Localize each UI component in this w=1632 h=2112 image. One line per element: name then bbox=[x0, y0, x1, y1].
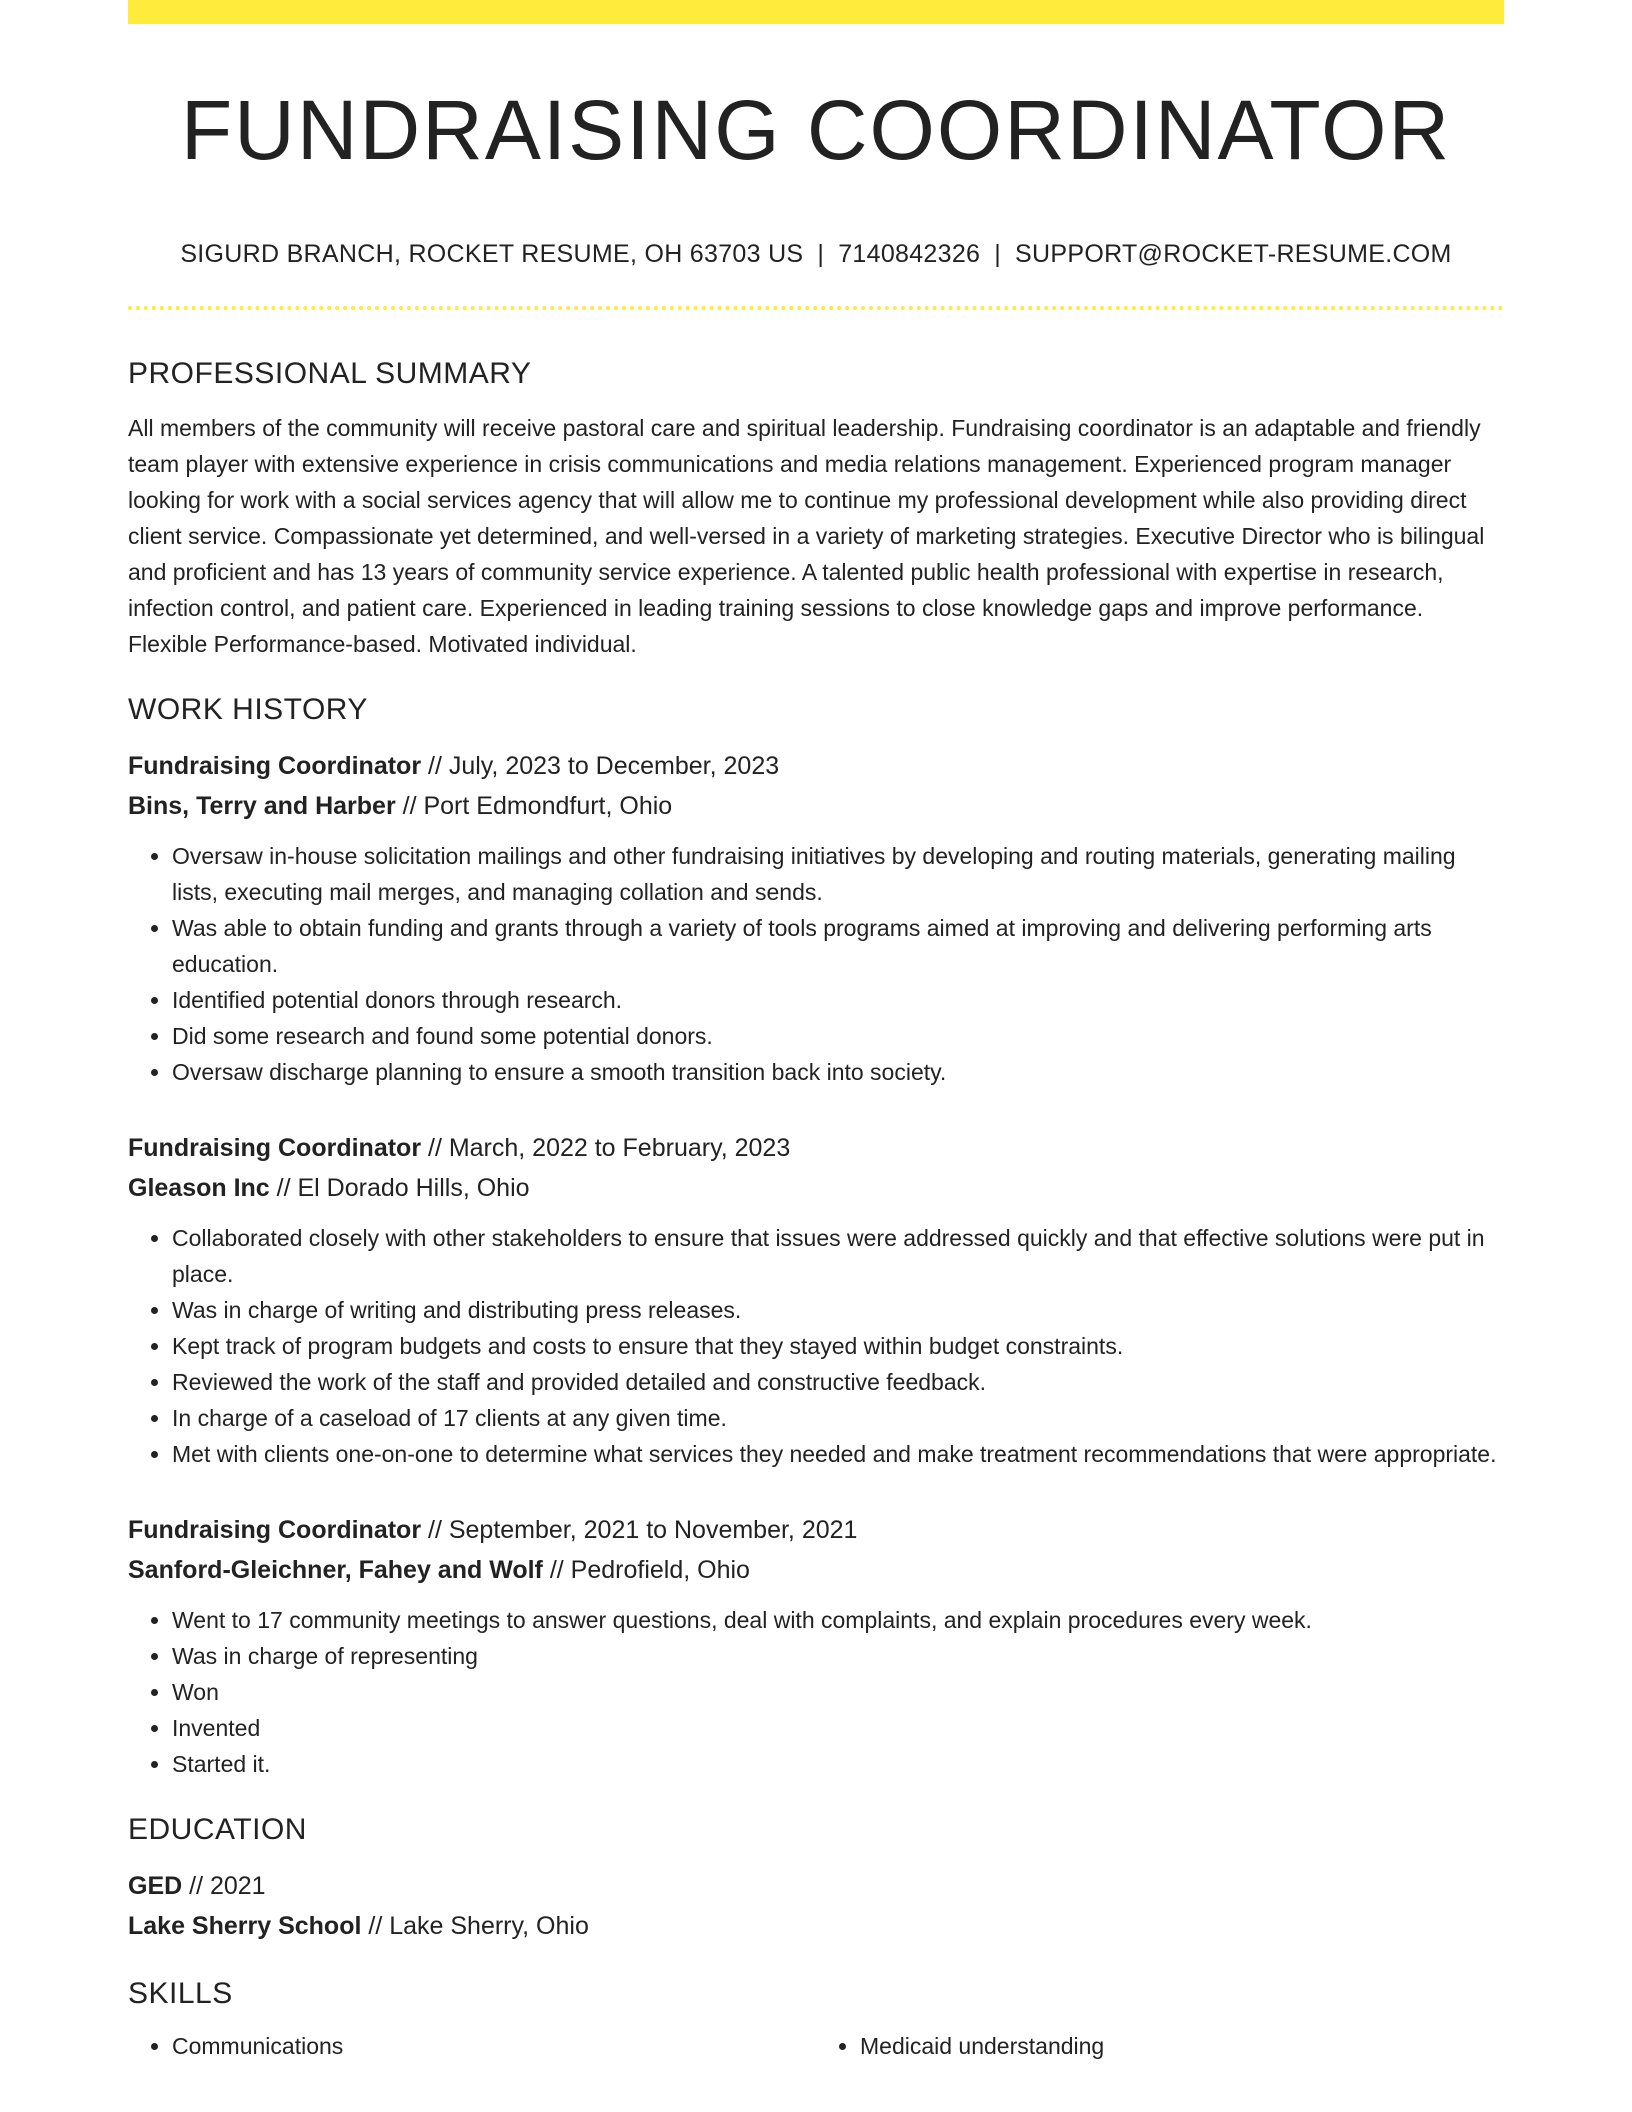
job-role: Fundraising Coordinator bbox=[128, 752, 422, 780]
list-item: • Was in charge of representing bbox=[172, 1638, 1504, 1674]
dotted-divider bbox=[128, 306, 1504, 310]
list-item: • In charge of a caseload of 17 clients at any given time. bbox=[172, 1400, 1504, 1436]
job-bullets bbox=[128, 838, 1504, 1090]
job-entry bbox=[128, 1510, 1504, 1782]
education-degree-line bbox=[128, 1866, 1504, 1906]
education-school: Lake Sherry School bbox=[128, 1912, 362, 1940]
list-item: • Did some research and found some potential donors. bbox=[172, 1018, 1504, 1054]
work-history-section bbox=[128, 688, 1504, 1782]
list-item: • Was in charge of writing and distributing press releases. bbox=[172, 1292, 1504, 1328]
job-role: Fundraising Coordinator bbox=[128, 1516, 422, 1544]
contact-email[interactable]: SUPPORT@ROCKET-RESUME.COM bbox=[1015, 240, 1452, 268]
job-company: Bins, Terry and Harber bbox=[128, 792, 396, 820]
list-item: • Oversaw discharge planning to ensure a smooth transition back into society. bbox=[172, 1054, 1504, 1090]
job-role: Fundraising Coordinator bbox=[128, 1134, 422, 1162]
education-school-line bbox=[128, 1906, 1504, 1946]
contact-line bbox=[128, 236, 1504, 272]
job-company: Gleason Inc bbox=[128, 1174, 270, 1202]
list-item: • Medicaid understanding bbox=[860, 2028, 1504, 2064]
job-company: Sanford-Gleichner, Fahey and Wolf bbox=[128, 1556, 543, 1584]
resume-title: FUNDRAISING COORDINATOR bbox=[180, 83, 1452, 177]
list-item: • Was able to obtain funding and grants through a variety of tools programs aimed at improving and delivering performing arts education. bbox=[172, 910, 1504, 982]
job-title-line bbox=[128, 1128, 1504, 1168]
section-heading-summary: PROFESSIONAL SUMMARY bbox=[128, 357, 532, 390]
job-location: // Pedrofield, Ohio bbox=[542, 1556, 750, 1584]
job-company-line bbox=[128, 1550, 1504, 1590]
education-degree: GED bbox=[128, 1872, 183, 1900]
list-item: • Identified potential donors through research. bbox=[172, 982, 1504, 1018]
professional-summary-section bbox=[128, 352, 1504, 662]
job-dates: // September, 2021 to November, 2021 bbox=[421, 1516, 858, 1544]
list-item: • Kept track of program budgets and costs to ensure that they stayed within budget constraints. bbox=[172, 1328, 1504, 1364]
job-entry bbox=[128, 746, 1504, 1090]
list-item: • Won bbox=[172, 1674, 1504, 1710]
job-location: // Port Edmondfurt, Ohio bbox=[395, 792, 673, 820]
job-dates: // March, 2022 to February, 2023 bbox=[421, 1134, 791, 1162]
contact-separator: | bbox=[817, 240, 825, 268]
section-heading-work: WORK HISTORY bbox=[128, 693, 368, 726]
skills-list-right bbox=[816, 2028, 1504, 2064]
top-accent-bar bbox=[128, 0, 1504, 24]
list-item: • Reviewed the work of the staff and provided detailed and constructive feedback. bbox=[172, 1364, 1504, 1400]
list-item: • Communications bbox=[172, 2028, 816, 2064]
job-title-line bbox=[128, 1510, 1504, 1550]
contact-address: SIGURD BRANCH, ROCKET RESUME, OH 63703 US bbox=[180, 240, 804, 268]
job-dates: // July, 2023 to December, 2023 bbox=[421, 752, 780, 780]
contact-separator: | bbox=[994, 240, 1002, 268]
education-section bbox=[128, 1808, 1504, 1946]
skills-columns bbox=[128, 2028, 1504, 2064]
job-entry bbox=[128, 1128, 1504, 1472]
job-company-line bbox=[128, 786, 1504, 826]
list-item: • Started it. bbox=[172, 1746, 1504, 1782]
list-item: • Oversaw in-house solicitation mailings and other fundraising initiatives by developing and routing materials, generating mailing lists, executing mail merges, and managing collation and sends. bbox=[172, 838, 1504, 910]
list-item: • Invented bbox=[172, 1710, 1504, 1746]
job-bullets bbox=[128, 1602, 1504, 1782]
education-location: // Lake Sherry, Ohio bbox=[361, 1912, 589, 1940]
job-location: // El Dorado Hills, Ohio bbox=[269, 1174, 530, 1202]
education-year: // 2021 bbox=[182, 1872, 266, 1900]
education-entry bbox=[128, 1866, 1504, 1946]
skills-section bbox=[128, 1972, 1504, 2064]
job-company-line bbox=[128, 1168, 1504, 1208]
list-item: • Went to 17 community meetings to answer questions, deal with complaints, and explain procedures every week. bbox=[172, 1602, 1504, 1638]
contact-phone[interactable]: 7140842326 bbox=[838, 240, 981, 268]
job-bullets bbox=[128, 1220, 1504, 1472]
section-heading-education: EDUCATION bbox=[128, 1813, 307, 1846]
job-title-line bbox=[128, 746, 1504, 786]
skills-list-left bbox=[128, 2028, 816, 2064]
list-item: • Collaborated closely with other stakeholders to ensure that issues were addressed quickly and that effective solutions were put in place. bbox=[172, 1220, 1504, 1292]
list-item: • Met with clients one-on-one to determine what services they needed and make treatment recommendations that were appropriate. bbox=[172, 1436, 1504, 1472]
summary-text: All members of the community will receive pastoral care and spiritual leadership. Fundraising coordinator is an adaptable and friendly team player with extensive experience in crisis communications and media relations management. Experienced program manager looking for work with a social services agency that will allow me to continue my professional development while also providing direct client service. Compassionate yet determined, and well-versed in a variety of marketing strategies. Executive Director who is bilingual and proficient and has 13 years of community service experience. A talented public health professional with expertise in research, infection control, and patient care. Experienced in leading training sessions to close knowledge gaps and improve performance. Flexible Performance-based. Motivated individual. bbox=[128, 415, 1485, 657]
section-heading-skills: SKILLS bbox=[128, 1977, 233, 2010]
resume-content bbox=[128, 352, 1504, 2064]
